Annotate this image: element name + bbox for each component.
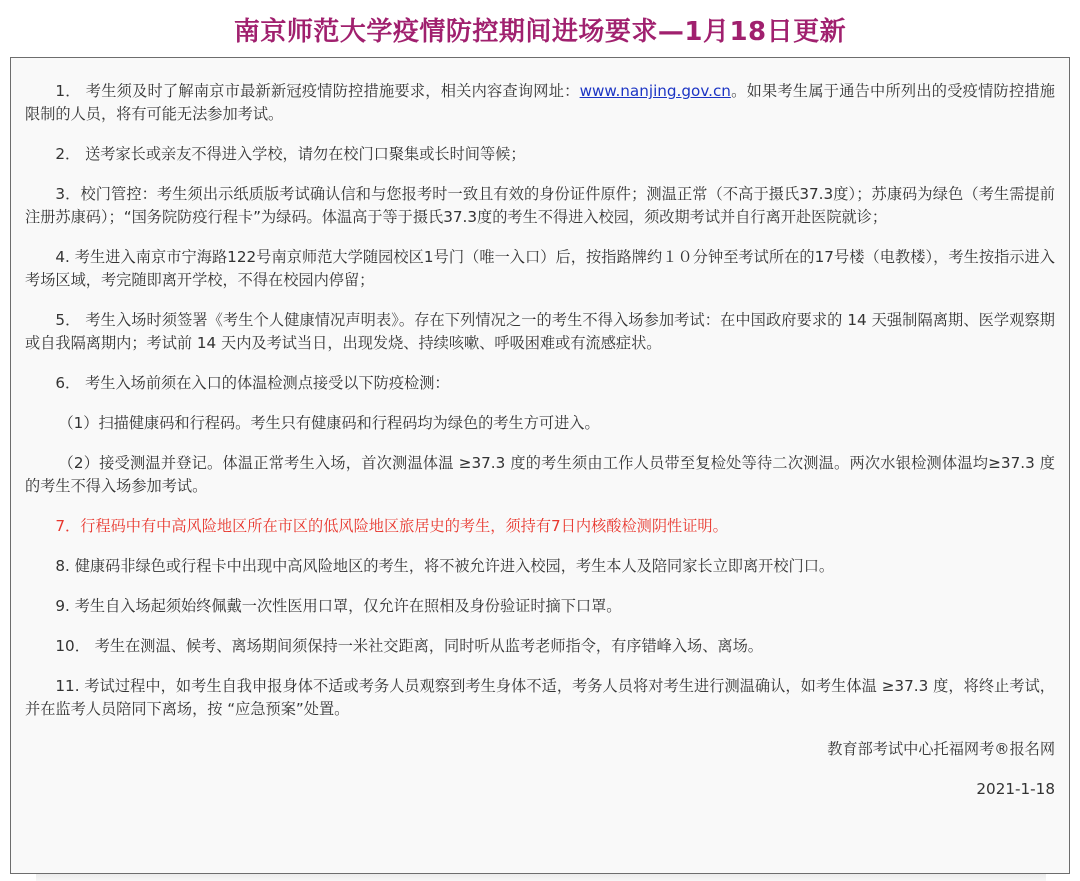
- notice-item-1: [25, 80, 1055, 126]
- page-title: 南京师范大学疫情防控期间进场要求—1月18日更新: [233, 17, 847, 47]
- notice-item-2: 2． 送考家长或亲友不得进入学校，请勿在校门口聚集或长时间等候；: [55, 145, 526, 163]
- notice-item-3: 3．校门管控：考生须出示纸质版考试确认信和与您报考时一致且有效的身份证件原件；测温正常（不高于摄氏37.3度）；苏康码为绿色（考生需提前注册苏康码）；“国务院防疫行程卡”为绿码。体温高于等于摄氏37.3度的考生不得进入校园，须改期考试并自行离开赴医院就诊；: [25, 185, 1055, 226]
- notice-item-11: 11. 考试过程中，如考生自我申报身体不适或考务人员观察到考生身体不适，考务人员将对考生进行测温确认，如考生体温 ≥37.3 度，将终止考试，并在监考人员陪同下离场，按 “应急预案”处置。: [25, 677, 1055, 718]
- notice-item-5: 5． 考生入场时须签署《考生个人健康情况声明表》。存在下列情况之一的考生不得入场参加考试：在中国政府要求的 14 天强制隔离期、医学观察期或自我隔离期内；考试前 14 天内及考试当日，出现发烧、持续咳嗽、呼吸困难或有流感症状。: [25, 311, 1055, 352]
- notice-item-6: 6． 考生入场前须在入口的体温检测点接受以下防疫检测：: [55, 374, 450, 392]
- publish-date: 2021-1-18: [976, 780, 1055, 798]
- notice-item-6-sub-1: （1）扫描健康码和行程码。考生只有健康码和行程码均为绿色的考生方可进入。: [58, 414, 600, 432]
- notice-item-8: 8. 健康码非绿色或行程卡中出现中高风险地区的考生，将不被允许进入校园，考生本人及陪同家长立即离开校门口。: [55, 557, 835, 575]
- notice-box: [10, 57, 1070, 874]
- notice-item-9: 9. 考生自入场起须始终佩戴一次性医用口罩，仅允许在照相及身份验证时摘下口罩。: [55, 597, 622, 615]
- notice-item-10: 10． 考生在测温、候考、离场期间须保持一米社交距离，同时听从监考老师指令，有序错峰入场、离场。: [55, 637, 763, 655]
- notice-item-1-text-before: 1． 考生须及时了解南京市最新新冠疫情防控措施要求，相关内容查询网址：: [55, 82, 580, 100]
- nanjing-gov-link[interactable]: www.nanjing.gov.cn: [579, 82, 731, 100]
- notice-item-6-sub-2: （2）接受测温并登记。体温正常考生入场，首次测温体温 ≥37.3 度的考生须由工作人员带至复检处等待二次测温。两次水银检测体温均≥37.3 度的考生不得入场参加考试。: [25, 454, 1055, 495]
- notice-item-1-text-after: 。如果考生属于通告中所列出的受疫情防控措施限制的人员，将有可能无法参加考试。: [25, 82, 1055, 123]
- notice-item-4: 4. 考生进入南京市宁海路122号南京师范大学随园校区1号门（唯一入口）后，按指路牌约１０分钟至考试所在的17号楼（电教楼），考生按指示进入考场区域，考完随即离开学校，不得在校园内停留；: [25, 248, 1055, 289]
- notice-item-7-highlighted: 7．行程码中有中高风险地区所在市区的低风险地区旅居史的考生，须持有7日内核酸检测阴性证明。: [55, 517, 728, 535]
- signature: 教育部考试中心托福网考®报名网: [827, 740, 1055, 758]
- bottom-shadow-divider: [36, 874, 1046, 881]
